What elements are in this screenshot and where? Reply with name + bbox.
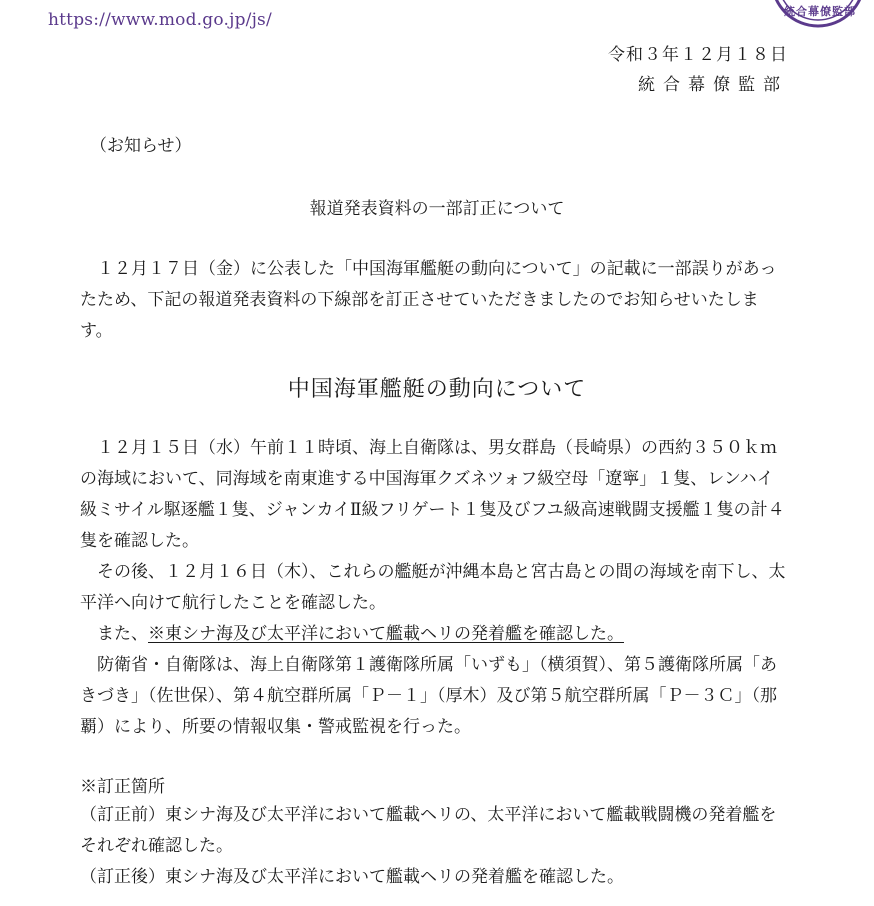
issue-date: 令和３年１２月１８日	[608, 45, 788, 65]
source-url[interactable]: https://www.mod.go.jp/js/	[48, 10, 272, 30]
release-paragraph-3-prefix: また、	[97, 624, 148, 644]
correction-heading: ※訂正箇所	[80, 777, 165, 797]
intro-paragraph: １２月１７日（金）に公表した「中国海軍艦艇の動向について」の記載に一部誤りがあったため、下記の報道発表資料の下線部を訂正させていただきましたのでお知らせいたします。	[80, 259, 777, 341]
corrected-passage: ※東シナ海及び太平洋において艦載ヘリの発着艦を確認した。	[148, 624, 624, 644]
seal-label: 統合幕僚監部	[784, 5, 856, 18]
release-paragraph-1: １２月１５日（水）午前１１時頃、海上自衛隊は、男女群島（長崎県）の西約３５０ｋｍの海域において、同海域を南東進する中国海軍クズネツォフ級空母「遼寧」１隻、レンハイ級ミサイル駆逐艦１隻、ジャンカイⅡ級フリゲート１隻及びフユ級高速戦闘支援艦１隻の計４隻を確認した。	[80, 438, 785, 551]
release-paragraph-3	[80, 619, 790, 650]
organization-seal-icon	[768, 0, 868, 30]
release-paragraph-2: その後、１２月１６日（木）、これらの艦艇が沖縄本島と宮古島との間の海域を南下し、太平洋へ向けて航行したことを確認した。	[80, 562, 786, 613]
release-body	[80, 433, 790, 743]
correction-after: （訂正後）東シナ海及び太平洋において艦載ヘリの発着艦を確認した。	[80, 867, 624, 887]
issuing-organization: 統合幕僚監部	[638, 75, 788, 95]
document-subject: 報道発表資料の一部訂正について	[309, 199, 565, 219]
correction-before: （訂正前）東シナ海及び太平洋において艦載ヘリの、太平洋において艦載戦闘機の発着艦をそれぞれ確認した。	[80, 805, 777, 856]
notice-label: （お知らせ）	[90, 136, 192, 156]
release-paragraph-4: 防衛省・自衛隊は、海上自衛隊第１護衛隊所属「いずも」（横須賀）、第５護衛隊所属「あきづき」（佐世保）、第４航空群所属「Ｐ－１」（厚木）及び第５航空群所属「Ｐ－３Ｃ」（那覇）により、所要の情報収集・警戒監視を行った。	[80, 655, 777, 737]
release-title: 中国海軍艦艇の動向について	[287, 377, 587, 402]
